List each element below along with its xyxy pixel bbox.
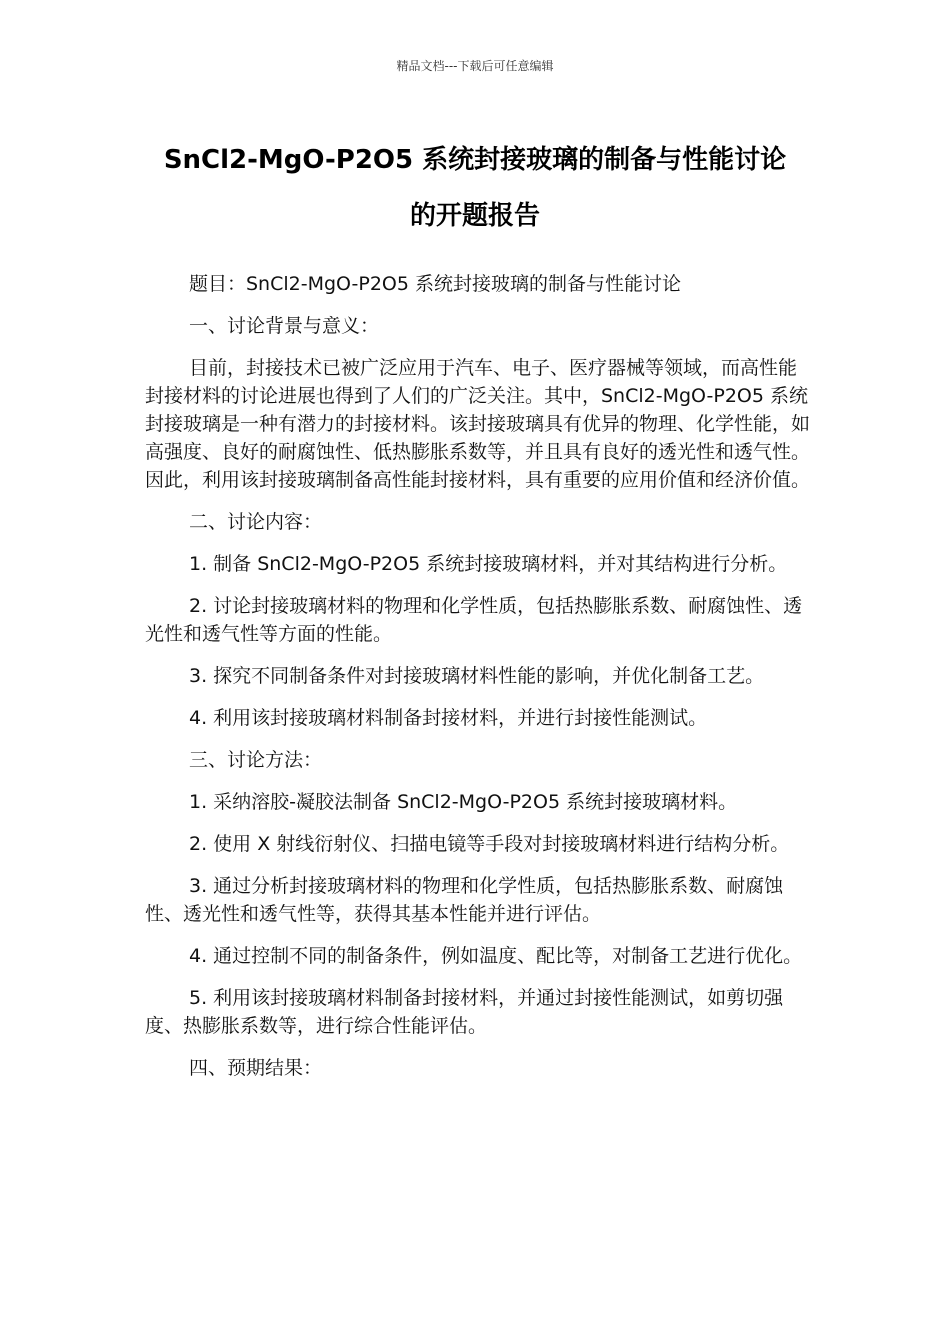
topic-line: 题目：SnCl2-MgO-P2O5 系统封接玻璃的制备与性能讨论: [189, 273, 682, 295]
section-heading-background: 一、讨论背景与意义：: [189, 315, 380, 337]
content-item-2: 2. 讨论封接玻璃材料的物理和化学性质，包括热膨胀系数、耐腐蚀性、透光性和透气性等方面的性能。: [145, 595, 803, 645]
section-heading-methods: 三、讨论方法：: [189, 749, 323, 771]
content-item-4: 4. 利用该封接玻璃材料制备封接材料，并进行封接性能测试。: [189, 707, 708, 729]
content-item-1: 1. 制备 SnCl2-MgO-P2O5 系统封接玻璃材料，并对其结构进行分析。: [189, 553, 788, 575]
title-line-2: 的开题报告: [409, 201, 540, 231]
page-header-note: 精品文档---下载后可任意编辑: [396, 59, 554, 73]
method-item-1: 1. 采纳溶胶-凝胶法制备 SnCl2-MgO-P2O5 系统封接玻璃材料。: [189, 791, 738, 813]
method-item-2: 2. 使用 X 射线衍射仪、扫描电镜等手段对封接玻璃材料进行结构分析。: [189, 833, 790, 855]
section-heading-content: 二、讨论内容：: [189, 511, 323, 533]
document-title: [140, 132, 810, 244]
method-item-5: 5. 利用该封接玻璃材料制备封接材料，并通过封接性能测试，如剪切强度、热膨胀系数等，进行综合性能评估。: [145, 987, 784, 1037]
method-item-4: 4. 通过控制不同的制备条件，例如温度、配比等，对制备工艺进行优化。: [189, 945, 803, 967]
section-heading-expected-results: 四、预期结果：: [189, 1057, 323, 1079]
document-body: [145, 270, 813, 1096]
method-item-3: 3. 通过分析封接玻璃材料的物理和化学性质，包括热膨胀系数、耐腐蚀性、透光性和透气性等，获得其基本性能并进行评估。: [145, 875, 784, 925]
title-line-1: SnCl2-MgO-P2O5 系统封接玻璃的制备与性能讨论: [163, 145, 787, 175]
background-paragraph: 目前，封接技术已被广泛应用于汽车、电子、医疗器械等领域，而高性能封接材料的讨论进展也得到了人们的广泛关注。其中，SnCl2-MgO-P2O5 系统封接玻璃是一种有潜力的封接材料。该封接玻璃具有优异的物理、化学性能，如高强度、良好的耐腐蚀性、低热膨胀系数等，并且具有良好的透光性和透气性。因此，利用该封接玻璃制备高性能封接材料，具有重要的应用价值和经济价值。: [145, 357, 811, 491]
content-item-3: 3. 探究不同制备条件对封接玻璃材料性能的影响，并优化制备工艺。: [189, 665, 765, 687]
